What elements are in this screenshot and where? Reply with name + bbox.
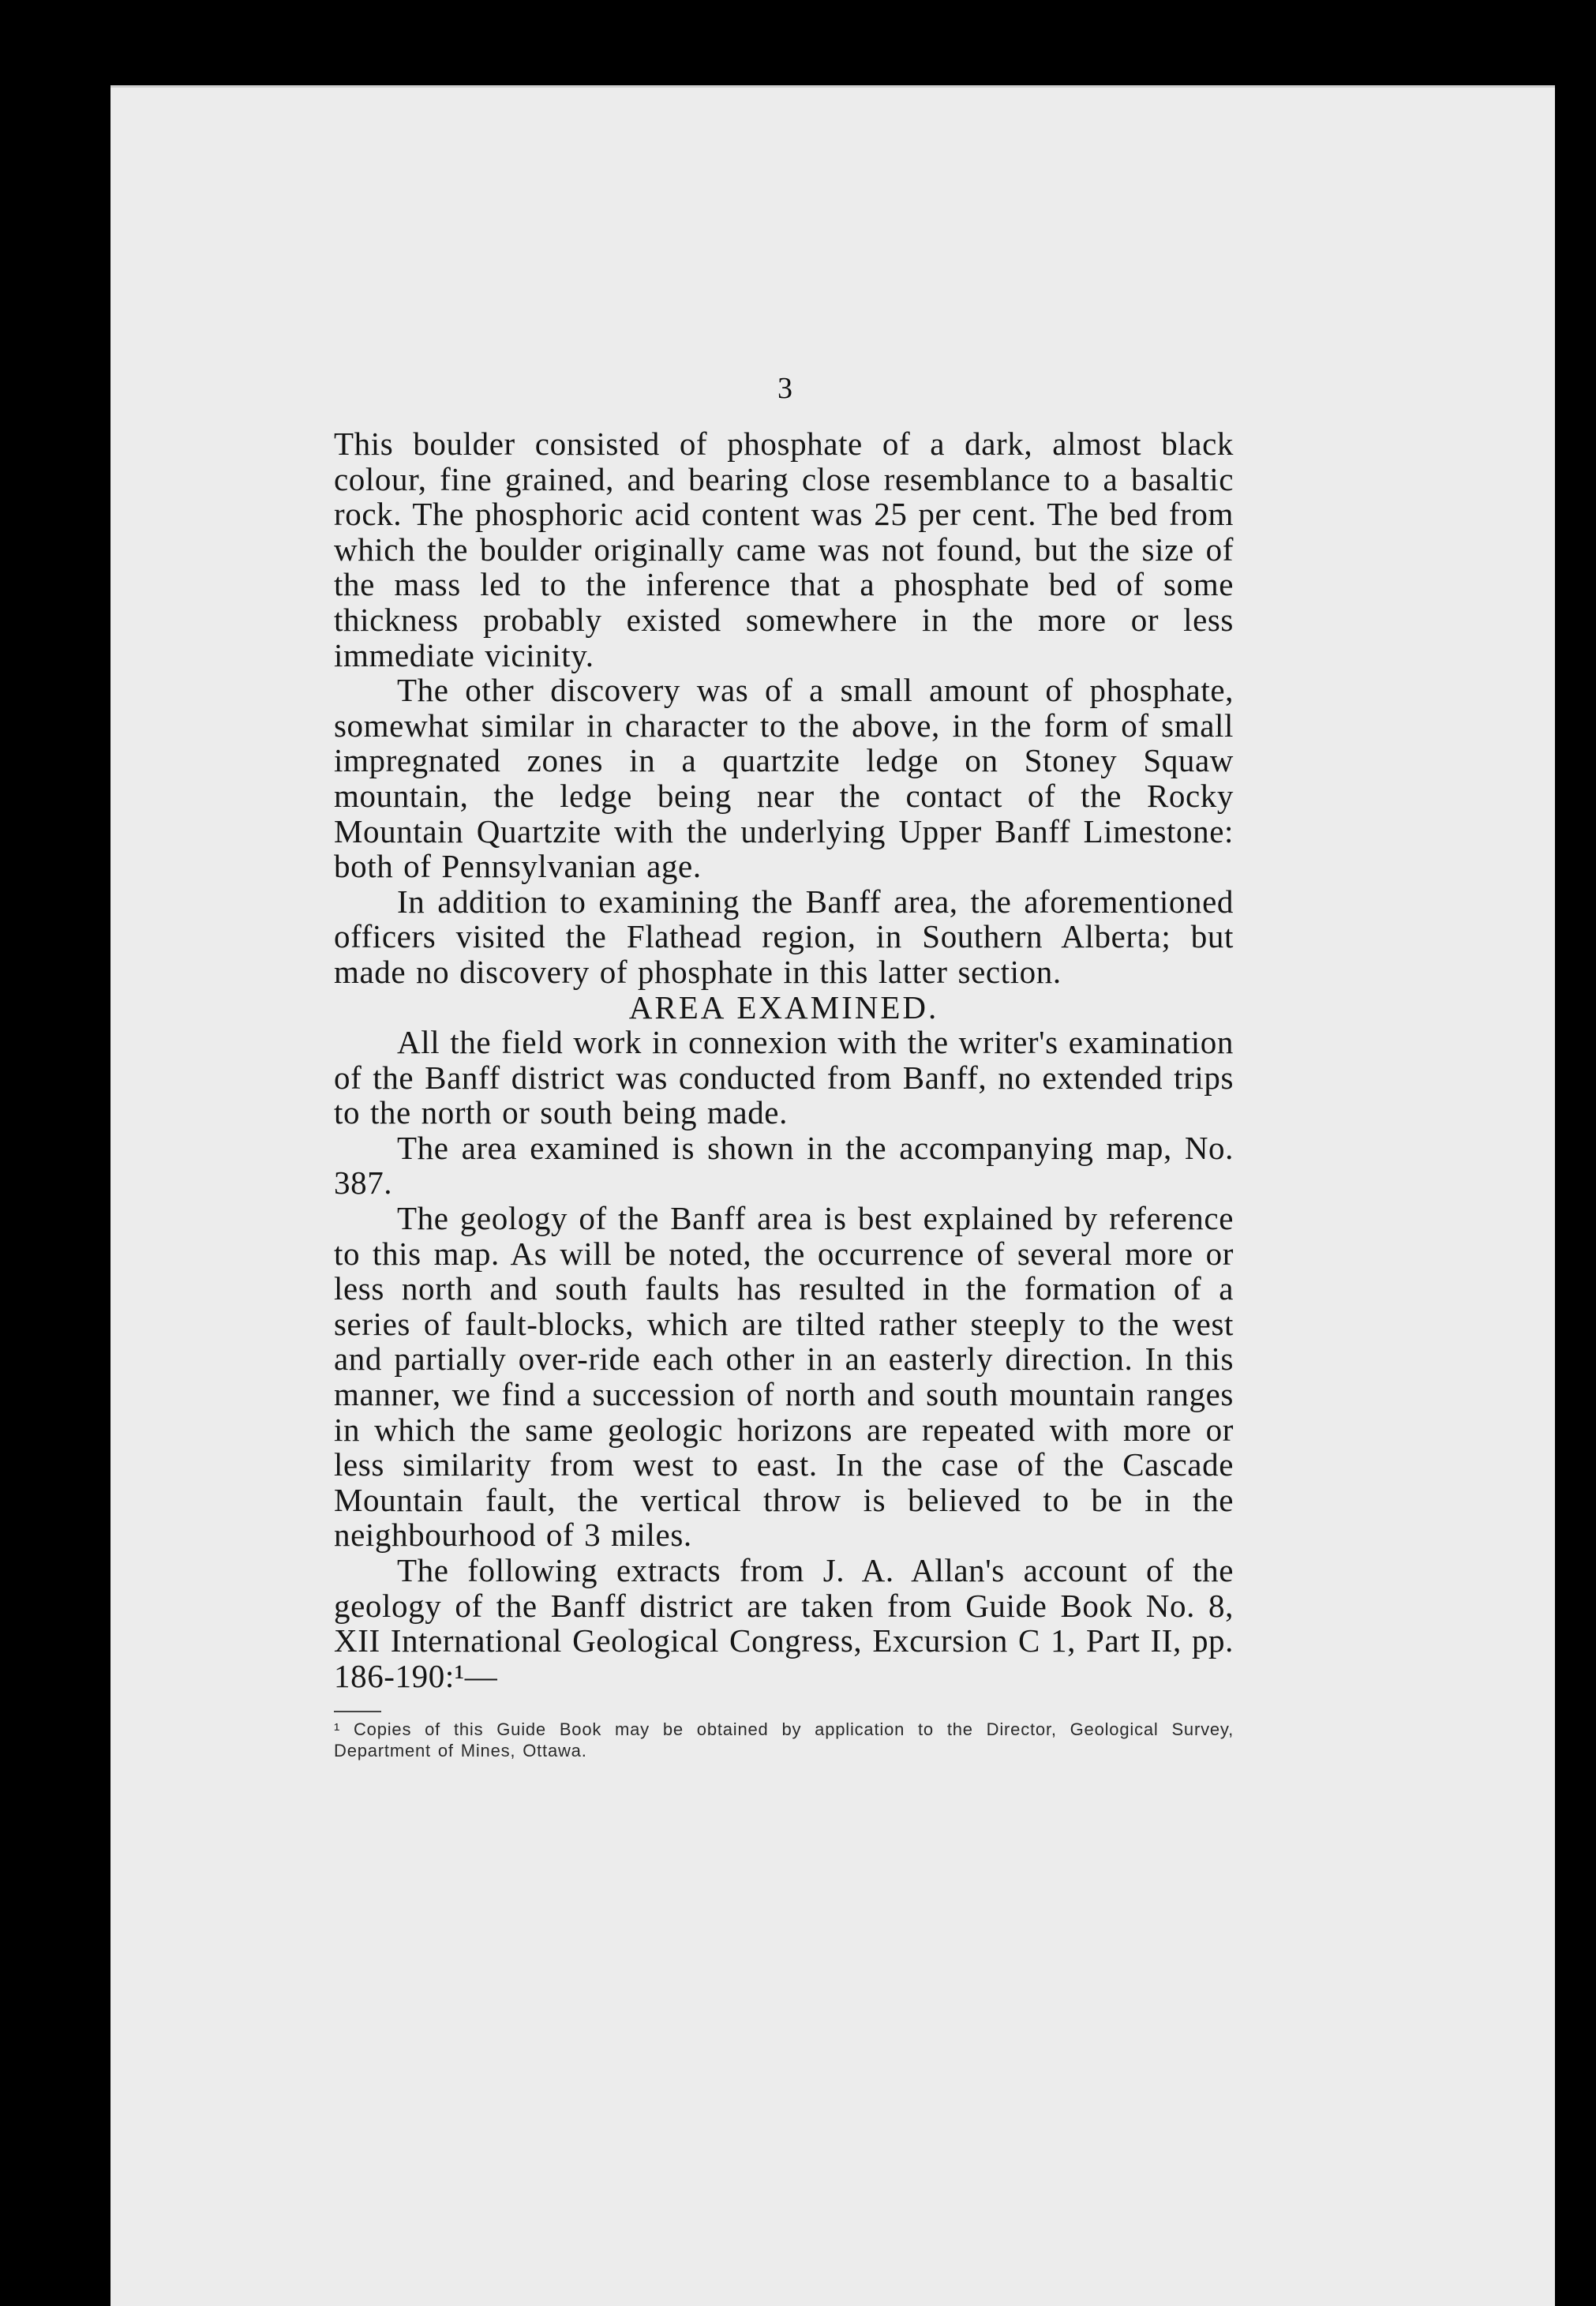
section-heading: AREA EXAMINED. — [628, 988, 939, 1026]
paragraph-extracts: The following extracts from J. A. Allan's account of the geology of the Banff district are taken from Guide Book No. 8, XII International Geological Congress, Excursion C 1, Part II, pp. 186-190:¹— — [334, 1552, 1234, 1694]
paragraph-other-discovery: The other discovery was of a small amount of phosphate, somewhat similar in character to the above, in the form of small impregnated zones in a quartzite ledge on Stoney Squaw mountain, the ledge being near the contact of the Rocky Mountain Quartzite with the underlying Upper Banff Limestone: both of Pennsylvanian age. — [334, 672, 1234, 885]
footnote-divider — [334, 1711, 381, 1712]
paragraph-flathead: In addition to examining the Banff area, the aforementioned officers visited the Flathead region, in Southern Alberta; but made no discovery of phosphate in this latter section. — [334, 883, 1234, 990]
paragraph-field-work: All the field work in connexion with the writer's examination of the Banff district was conducted from Banff, no extended trips to the north or south being made. — [334, 1024, 1234, 1131]
paragraph-boulder: This boulder consisted of phosphate of a dark, almost black colour, fine grained, and bearing close resemblance to a basaltic rock. The phosphoric acid content was 25 per cent. The bed from which the boulder originally came was not found, but the size of the mass led to the inference that a phosphate bed of some thickness probably existed somewhere in the more or less immediate vicinity. — [334, 426, 1234, 673]
page-number: 3 — [777, 372, 792, 405]
paragraph-geology: The geology of the Banff area is best explained by reference to this map. As will be noted, the occurrence of several more or less north and south faults has resulted in the formation of a series of fault-blocks, which are tilted rather steeply to the west and partially over-ride each other in an easterly direction. In this manner, we find a succession of north and south mountain ranges in which the same geologic horizons are repeated with more or less similarity from west to east. In the case of the Cascade Mountain fault, the vertical throw is believed to be in the neighbourhood of 3 miles. — [334, 1200, 1234, 1554]
footnote: ¹ Copies of this Guide Book may be obtained by application to the Director, Geological Survey, Department of Mines, Ottawa. — [334, 1719, 1234, 1761]
paragraph-area-map: The area examined is shown in the accompanying map, No. 387. — [334, 1129, 1234, 1202]
page-body — [334, 426, 1234, 1761]
